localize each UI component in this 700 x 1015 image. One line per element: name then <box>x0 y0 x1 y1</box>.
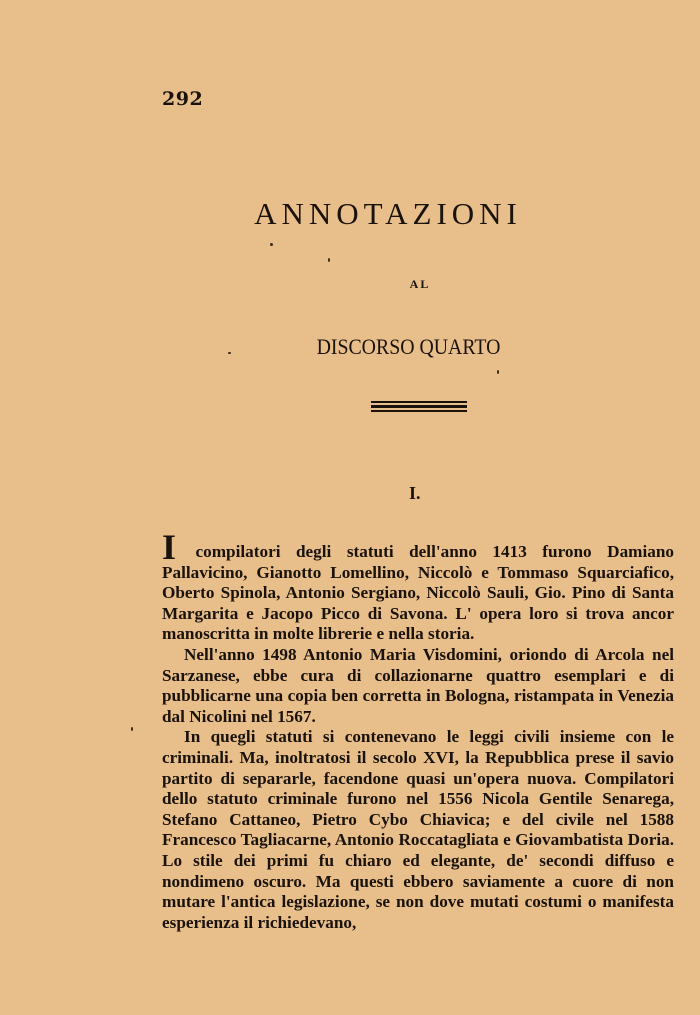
paragraph-3: In quegli statuti si contenevano le leggi civili insieme con le criminali. Ma, inoltratosi il secolo XVI, la Repubblica prese il savio partito di separarle, facendone quasi un'opera nuova. Compilatori dello statuto criminale furono nel 1556 Nicola Gentile Senarega, Stefano Cattaneo, Pietro Cybo Chiavica; e del civile nel 1588 Francesco Tagliacarne, Antonio Roccatagliata e Giovambatista Doria. Lo stile dei primi fu chiaro ed elegante, de' secondi diffuso e nondimeno oscuro. Ma questi ebbero saviamente a cuore di non mutare l'antica legislazione, se non dove mutati costumi o manifesta esperienza il richiedevano, <box>162 727 674 932</box>
section-number: I. <box>409 483 421 503</box>
drop-cap: I <box>162 527 177 567</box>
rule-line-top <box>371 401 467 403</box>
page-subtitle: DISCORSO QUARTO <box>316 334 501 359</box>
scan-speck <box>497 370 499 374</box>
scan-speck <box>228 352 231 354</box>
scan-speck <box>270 243 273 246</box>
page-number: 292 <box>162 88 204 110</box>
title-connector: AL <box>409 277 431 291</box>
scan-speck <box>131 727 133 731</box>
ornamental-rule <box>371 401 467 414</box>
rule-line-middle <box>371 405 467 408</box>
scan-speck <box>328 258 330 262</box>
page-title: ANNOTAZIONI <box>254 196 522 231</box>
rule-line-bottom <box>371 410 467 412</box>
paragraph-1 <box>162 527 674 645</box>
body-text <box>162 527 674 933</box>
paragraph-1-text: compilatori degli statuti dell'anno 1413 furono Damiano Pallavicino, Gianotto Lomellino, Niccolò e Tommaso Squarciafico, Oberto Spinola, Antonio Sergiano, Niccolò Sauli, Gio. Pino di Santa Margarita e Jacopo Picco di Savona. L' opera loro si trova ancor manoscritta in molte librerie e nella storia. <box>162 542 674 644</box>
paragraph-2: Nell'anno 1498 Antonio Maria Visdomini, oriondo di Arcola nel Sarzanese, ebbe cura di collazionarne quattro esemplari e di pubblicarne una copia ben corretta in Bologna, ristampata in Venezia dal Nicolini nel 1567. <box>162 644 674 726</box>
